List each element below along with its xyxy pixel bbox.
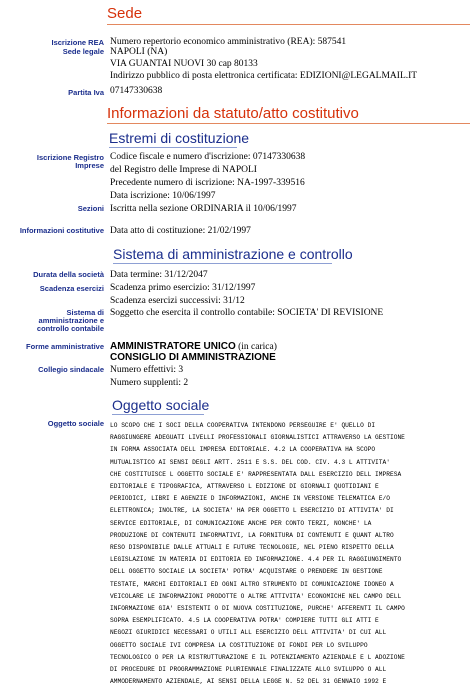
section-divider	[107, 123, 470, 124]
label-iscrizione-rea: Iscrizione REA	[51, 38, 104, 47]
oggetto-line: TECNOLOGICO O PER LA RISTRUTTURAZIONE E IL POTENZIAMENTO AZIENDALE E L ADOZIONE	[110, 653, 405, 661]
value-collegio-2: Numero supplenti: 2	[110, 378, 189, 388]
value-sezioni: Iscritta nella sezione ORDINARIA il 10/06/1997	[110, 204, 297, 214]
oggetto-line: SOPRA ESEMPLIFICATO. 4.5 LA COOPERATIVA POTRA' COMPIERE TUTTI GLI ATTI E	[110, 617, 379, 625]
label-partita-iva: Partita Iva	[68, 88, 104, 97]
subsection-title-estremi: Estremi di costituzione	[109, 130, 250, 146]
label-collegio-sindacale: Collegio sindacale	[38, 365, 104, 374]
label-durata-societa: Durata della società	[33, 270, 104, 279]
value-sede-legale-3: Indirizzo pubblico di posta elettronica certificata: EDIZIONI@LEGALMAIL.IT	[110, 71, 418, 81]
label-sistema-controllo: Sistema di amministrazione e controllo contabile	[36, 308, 104, 333]
oggetto-line: TESTATE, MARCHI EDITORIALI ED OGNI ALTRO STRUMENTO DI COMUNICAZIONE IDONEO A	[110, 580, 394, 588]
subsection-title-amministrazione: Sistema di amministrazione e controllo	[113, 246, 353, 262]
value-collegio-1: Numero effettivi: 3	[110, 365, 184, 375]
label-forme-amministrative: Forme amministrative	[26, 342, 104, 351]
oggetto-line: MUTUALISTICO AI SENSI DEGLI ARTT. 2511 E S.S. DEL COD. CIV. 4.3 L ATTIVITA'	[110, 458, 390, 466]
label-oggetto-sociale: Oggetto sociale	[47, 419, 104, 428]
label-sezioni: Sezioni	[77, 204, 104, 213]
value-forme-2	[110, 352, 276, 364]
subsection-divider	[112, 414, 204, 415]
oggetto-line: SERVICE EDITORIALE, DI COMUNICAZIONE ANCHE PER CONTO TERZI, NONCHE' LA	[110, 519, 372, 527]
label-scadenza-esercizi: Scadenza esercizi	[39, 284, 104, 293]
oggetto-line: IN FORMA ASSOCIATA DELL IMPRESA EDITORIALE. 4.2 LA COOPERATIVA HA SCOPO	[110, 446, 376, 454]
section-divider	[107, 24, 470, 25]
value-sede-legale-2: VIA GUANTAI NUOVI 30 cap 80133	[110, 59, 258, 69]
label-informazioni-costitutive: Informazioni costitutive	[19, 226, 104, 235]
value-partita-iva: 07147330638	[110, 86, 163, 96]
oggetto-line: RESO DISPONIBILE DALLE ATTUALI E FUTURE TECNOLOGIE, NEL PIENO RISPETTO DELLA	[110, 544, 394, 552]
value-iscrizione-registro-1: Codice fiscale e numero d'iscrizione: 07147330638	[110, 152, 306, 162]
value-sistema-controllo: Soggetto che esercita il controllo contabile: SOCIETA' DI REVISIONE	[110, 308, 384, 318]
value-durata-societa: Data termine: 31/12/2047	[110, 270, 208, 280]
value-scadenza-1: Scadenza primo esercizio: 31/12/1997	[110, 283, 256, 293]
value-sede-legale-1: NAPOLI (NA)	[110, 47, 168, 57]
oggetto-line: CHE COSTITUISCE L OGGETTO SOCIALE E' RAPPRESENTATA DALL ESERCIZIO DELL IMPRESA	[110, 470, 402, 478]
subsection-divider	[109, 147, 237, 148]
oggetto-sociale-text	[110, 420, 470, 688]
oggetto-line: DELL OGGETTO SOCIALE LA SOCIETA' POTRA' ACQUISTARE O PRENDERE IN GESTIONE	[110, 568, 383, 576]
oggetto-line: LO SCOPO CHE I SOCI DELLA COOPERATIVA INTENDONO PERSEGUIRE E' QUELLO DI	[110, 422, 376, 429]
forme-consiglio: CONSIGLIO DI AMMINISTRAZIONE	[110, 352, 276, 363]
value-iscrizione-registro-4: Data iscrizione: 10/06/1997	[110, 191, 216, 201]
subsection-title-oggetto: Oggetto sociale	[112, 397, 210, 413]
oggetto-line: DI PROCEDURE DI PROGRAMMAZIONE PLURIENNALE FINALIZZATE ALLO SVILUPPO O ALL	[110, 666, 387, 674]
oggetto-line: AMMODERNAMENTO AZIENDALE, AI SENSI DELLA LEGGE N. 52 DEL 31 GENNAIO 1992 E	[110, 678, 387, 686]
value-iscrizione-rea: Numero repertorio economico amministrativo (REA): 587541	[110, 37, 347, 47]
oggetto-line: RAGGIUNGERE ADEGUATI LIVELLI PROFESSIONALI GIORNALISTICI ATTRAVERSO LA GESTIONE	[110, 434, 405, 442]
oggetto-line: OGGETTO SOCIALE IVI COMPRESA LA COSTITUZIONE DI FONDI PER LO SVILUPPO	[110, 641, 368, 649]
section-title-statuto: Informazioni da statuto/atto costitutivo	[107, 105, 359, 122]
oggetto-line: EDITORIALE E TIPOGRAFICA, ATTRAVERSO L EDIZIONE DI GIORNALI QUOTIDIANI E	[110, 483, 379, 491]
value-informazioni-costitutive: Data atto di costituzione: 21/02/1997	[110, 226, 251, 236]
label-sede-legale: Sede legale	[62, 47, 104, 56]
oggetto-line: ELETTRONICA; INOLTRE, LA SOCIETA' HA PER OGGETTO L ESERCIZIO DI ATTIVITA' DI	[110, 507, 394, 515]
forme-in-carica: (in carica)	[235, 342, 277, 352]
oggetto-line: PERIODICI, LIBRI E AGENZIE D INFORMAZIONI, ANCHE IN VERSIONE TELEMATICA E/O	[110, 495, 390, 503]
value-iscrizione-registro-2: del Registro delle Imprese di NAPOLI	[110, 165, 257, 175]
oggetto-line: NEGOZI GIURIDICI NECESSARI O UTILI ALL ESERCIZIO DELL ATTIVITA' DI CUI ALL	[110, 629, 387, 637]
oggetto-line: INFORMAZIONE GIA' ESISTENTI O DI NUOVA COSTITUZIONE, PURCHE' AFFERENTI IL CAMPO	[110, 605, 405, 613]
value-scadenza-2: Scadenza esercizi successivi: 31/12	[110, 296, 245, 306]
oggetto-line: LEGISLAZIONE IN MATERIA DI EDITORIA ED INFORMAZIONE. 4.4 PER IL RAGGIUNGIMENTO	[110, 556, 402, 564]
oggetto-line: PRODUZIONE DI CONTENUTI INFORMATIVI, LA FORNITURA DI CONTENUTI E QUANT ALTRO	[110, 531, 394, 539]
subsection-divider	[113, 263, 332, 264]
oggetto-line: VEICOLARE LE INFORMAZIONI PRODOTTE O ALTRE ATTIVITA' ECONOMICHE NEL CAMPO DELL	[110, 592, 402, 600]
value-iscrizione-registro-3: Precedente numero di iscrizione: NA-1997-339516	[110, 178, 305, 188]
section-title-sede: Sede	[107, 5, 143, 22]
forme-amministratore: AMMINISTRATORE UNICO	[110, 341, 236, 352]
label-iscrizione-registro: Iscrizione Registro Imprese	[36, 153, 104, 170]
